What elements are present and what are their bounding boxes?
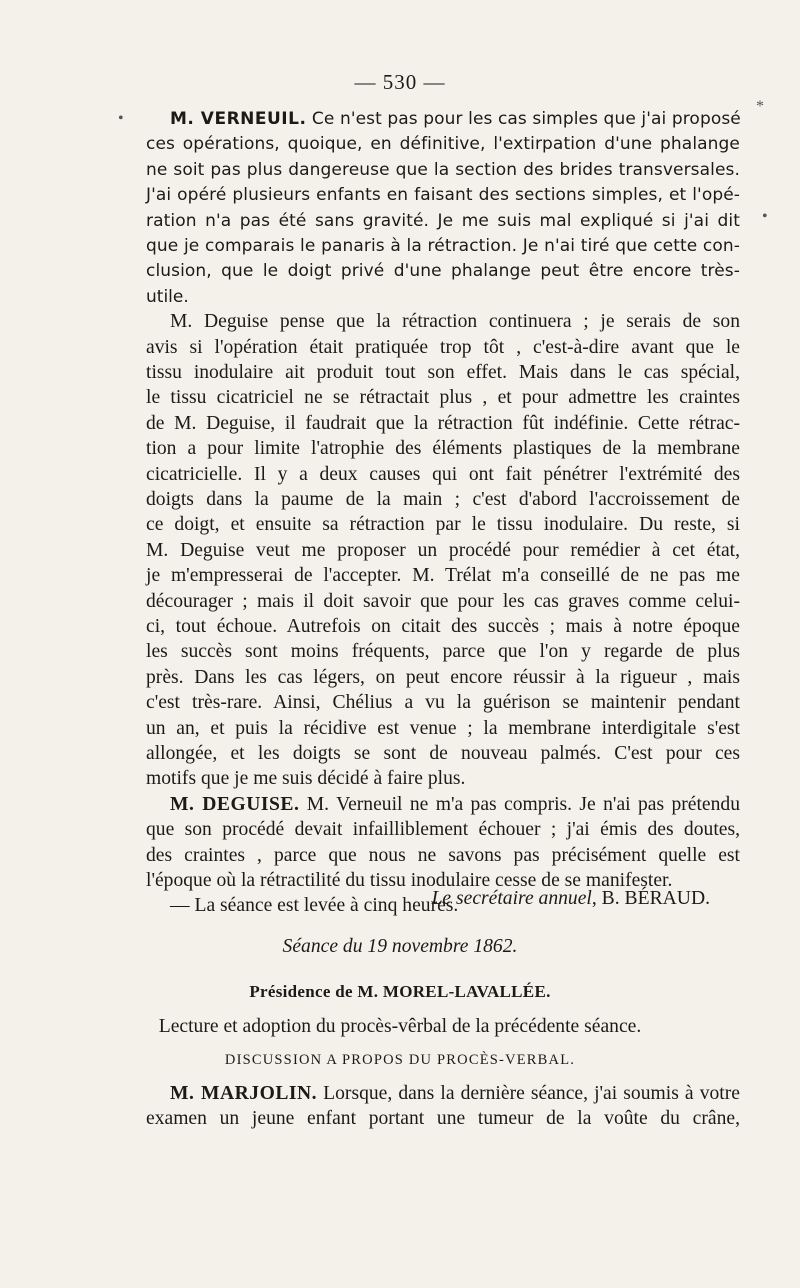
line-text: un an, et puis la récidive est venue ; la membrane interdigitale s'est [146,717,740,739]
text-line [146,717,740,741]
line-text: examen un jeune enfant portant une tumeur de la voûte du crâne, [146,1108,740,1130]
text-line [146,488,740,512]
text-line [146,615,740,639]
text-line [146,437,740,461]
line-text: clusion, que le doigt privé d'une phalange peut être encore très- [146,261,740,282]
text-line [146,158,740,182]
text-line [146,259,740,283]
line-text: utile. [146,286,189,307]
line-text: Ce n'est pas pour les cas simples que j'ai proposé [306,109,741,129]
line-text: ces opérations, quoique, en définitive, l'extirpation d'une phalange [146,134,740,155]
text-line [146,666,740,690]
line-text: je m'empresserai de l'accepter. M. Trélat m'a conseillé de ne pas me [146,565,740,587]
text-line [146,412,740,436]
speaker-name: M. MARJOLIN. [170,1083,318,1104]
margin-mark: * [756,98,764,115]
text-line [146,513,740,537]
line-text: près. Dans les cas légers, on peut encore réussir à la rigueur , mais [146,666,740,688]
seance-title: Séance du 19 novembre 1862. [282,936,518,957]
presidence-line: Présidence de M. MOREL-LAVALLÉE. [249,982,551,1001]
text-line [146,386,740,410]
text-line [146,183,740,207]
line-text: que son procédé devait infailliblement échouer ; j'ai émis des doutes, [146,819,740,841]
line-text: des craintes , parce que nous ne savons pas précisément quelle est [146,844,740,866]
line-text: les succès sont moins fréquents, parce que l'on y regarde de plus [146,641,740,663]
text-line [170,310,740,334]
line-text: ration n'a pas été sans gravité. Je me suis mal expliqué si j'ai dit [146,210,740,231]
text-line [146,336,740,360]
page-number: — 530 — [354,70,446,94]
line-text: ci, tout échoue. Autrefois on citait des succès ; mais à notre époque [146,616,740,637]
text-line [146,590,740,614]
text-line [146,234,740,258]
line-text: M. Verneuil ne m'a pas compris. Je n'ai pas prétendu [299,793,741,815]
line-text: avis si l'opération était pratiquée trop tôt , c'est-à-dire avant que le [146,336,740,358]
line-text: Lorsque, dans la dernière séance, j'ai soumis à votre [317,1083,740,1104]
signature-line [0,888,710,910]
line-text: décourager ; mais il doit savoir que pour les cas graves comme celui- [146,590,740,612]
line-text: doigts dans la paume de la main ; c'est d'abord l'accroissement de [146,489,740,510]
text-line [146,285,740,309]
line-text: M. Deguise pense que la rétraction continuera ; je serais de son [170,311,740,333]
line-text: l'époque où la rétractilité du tissu inodulaire cesse de se manifester. [146,870,673,891]
text-line [146,132,740,156]
text-line [146,640,740,664]
line-text: le tissu cicatriciel ne se rétractait plus , et pour admettre les craintes [146,387,740,409]
line-text: tissu inodulaire ait produit tout son effet. Mais dans le cas spécial, [146,362,740,383]
text-line [170,1082,740,1106]
line-text: J'ai opéré plusieurs enfants en faisant des sections simples, et l'opé- [146,185,740,206]
line-text: de M. Deguise, il faudrait que la rétraction fût indéfinie. Cette rétrac- [146,412,740,434]
text-line [146,564,740,588]
line-text: allongée, et les doigts se sont de nouveau palmés. C'est pour ces [146,743,740,764]
line-text: tion a pour limite l'atrophie des éléments plastiques de la membrane [146,438,740,460]
text-line [146,691,740,715]
line-text: ne soit pas plus dangereuse que la section des brides transversales. [146,159,740,180]
speaker-name: M. DEGUISE. [170,793,300,815]
text-line [146,463,740,487]
margin-mark: • [118,110,124,127]
text-line [146,844,740,868]
text-line [146,767,740,791]
line-text: motifs que je me suis décidé à faire plus. [146,768,466,790]
signature-role: Le secrétaire annuel [431,888,592,909]
text-line [146,539,740,563]
text-line [146,361,740,385]
margin-mark: • [762,208,768,225]
text-line [146,1107,740,1131]
text-line [146,818,740,842]
speaker-name: M. VERNEUIL. [170,109,307,129]
text-line [170,107,740,131]
line-text: cicatricielle. Il y a deux causes qui ont fait pénétrer l'extrémité des [146,463,740,485]
line-text: — La séance est levée à cinq heures. [170,895,459,917]
line-text: c'est très-rare. Ainsi, Chélius a vu la guérison se maintenir pendant [146,692,740,714]
text-line [146,209,740,233]
discussion-heading: DISCUSSION A PROPOS DU PROCÈS-VERBAL. [224,1052,576,1068]
signature-name: , B. BÉRAUD. [591,888,710,909]
text-line [170,793,740,817]
text-line [146,742,740,766]
line-text: ce doigt, et ensuite sa rétraction par le tissu inodulaire. Du reste, si [146,514,740,536]
line-text: M. Deguise veut me proposer un procédé pour remédier à cet état, [146,539,740,561]
line-text: que je comparais le panaris à la rétraction. Je n'ai tiré que cette con- [146,236,740,256]
lecture-line: Lecture et adoption du procès-vêrbal de la précédente séance. [158,1016,642,1037]
